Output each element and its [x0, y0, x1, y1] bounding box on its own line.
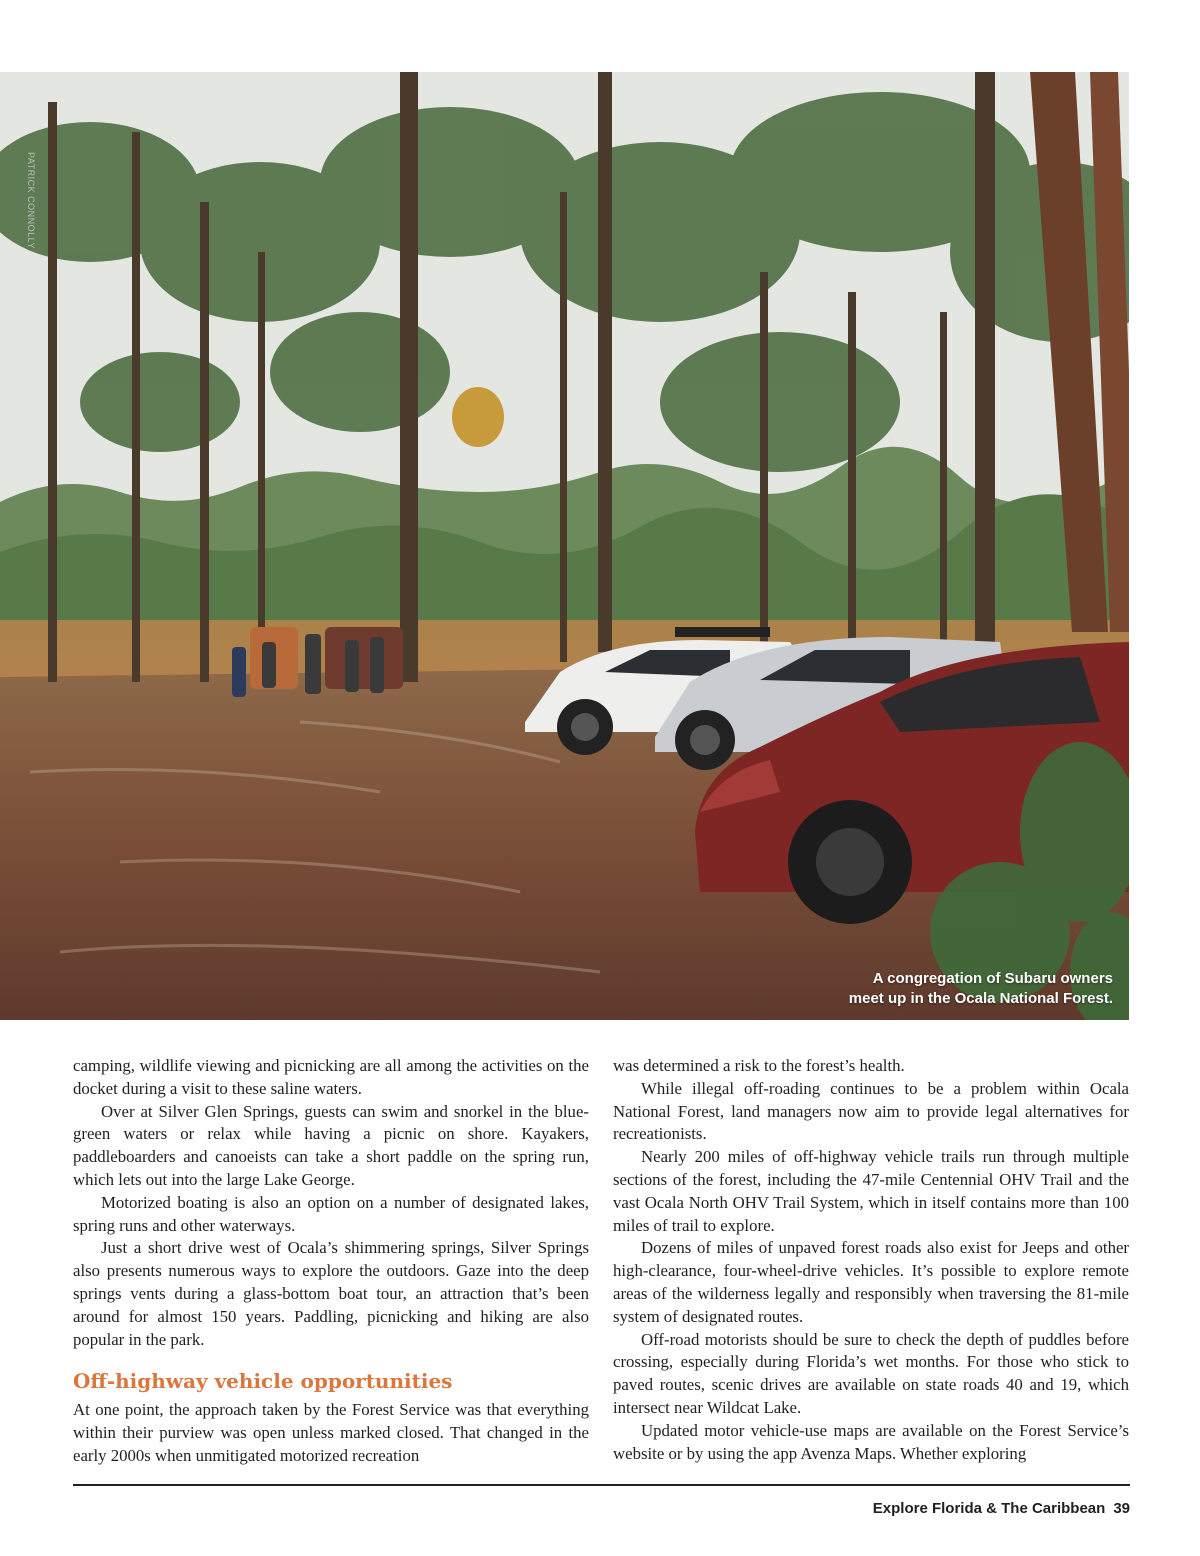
page-footer [873, 1500, 1130, 1517]
page-number: 39 [1113, 1500, 1130, 1517]
paragraph: At one point, the approach taken by the Forest Service was that everything within their purview was open unless marked closed. That changed in the early 2000s when unmitigated motorized recreation [73, 1400, 589, 1465]
paragraph: Just a short drive west of Ocala’s shimmering springs, Silver Springs also presents numerous ways to explore the outdoors. Gaze into the deep springs vents during a glass-bottom boat tour, an attraction that’s been around for almost 150 years. Paddling, picnicking and hiking are also popular in the park. [73, 1238, 589, 1349]
forest-scene-illustration [0, 72, 1129, 1020]
paragraph: Updated motor vehicle-use maps are available on the Forest Service’s website or by using the app Avenza Maps. Whether exploring [613, 1420, 1129, 1463]
paragraph: was determined a risk to the forest’s health. [613, 1056, 905, 1075]
paragraph: Dozens of miles of unpaved forest roads also exist for Jeeps and other high-clearance, four-wheel-drive vehicles. It’s possible to explore remote areas of the wilderness legally and responsibly when traversing the 81-mile system of designated routes. [613, 1238, 1129, 1326]
footer-rule [73, 1484, 1130, 1486]
paragraph: camping, wildlife viewing and picnicking are all among the activities on the docket during a visit to these saline waters. [73, 1056, 589, 1098]
right-column [613, 1055, 1129, 1465]
caption-line-2: meet up in the Ocala National Forest. [848, 990, 1113, 1007]
paragraph: Off-road motorists should be sure to check the depth of puddles before crossing, especially during Florida’s wet months. For those who stick to paved routes, scenic drives are available on state roads 40 and 19, which intersect near Wildcat Lake. [613, 1329, 1129, 1417]
paragraph: Over at Silver Glen Springs, guests can swim and snorkel in the blue-green waters or relax while having a picnic on shore. Kayakers, paddleboarders and canoeists can take a short paddle on the spring run, which lets out into the large Lake George. [73, 1101, 589, 1189]
publication-name: Explore Florida & The Caribbean [872, 1500, 1106, 1517]
paragraph: While illegal off-roading continues to be a problem within Ocala National Forest, land managers now aim to provide legal alternatives for recreationists. [613, 1078, 1129, 1144]
photo-credit: PATRICK CONNOLLY [26, 152, 36, 250]
section-heading: Off-highway vehicle opportunities [73, 1369, 453, 1394]
paragraph: Nearly 200 miles of off-highway vehicle trails run through multiple sections of the forest, including the 47-mile Centennial OHV Trail and the vast Ocala North OHV Trail System, which in itself contains more than 100 miles of trail to explore. [613, 1147, 1129, 1235]
paragraph: Motorized boating is also an option on a number of designated lakes, spring runs and other waterways. [73, 1192, 589, 1235]
photo-caption [849, 969, 1113, 1009]
caption-line-1: A congregation of Subaru owners [872, 970, 1113, 987]
left-column [73, 1055, 589, 1468]
forest-photo [0, 72, 1129, 1020]
